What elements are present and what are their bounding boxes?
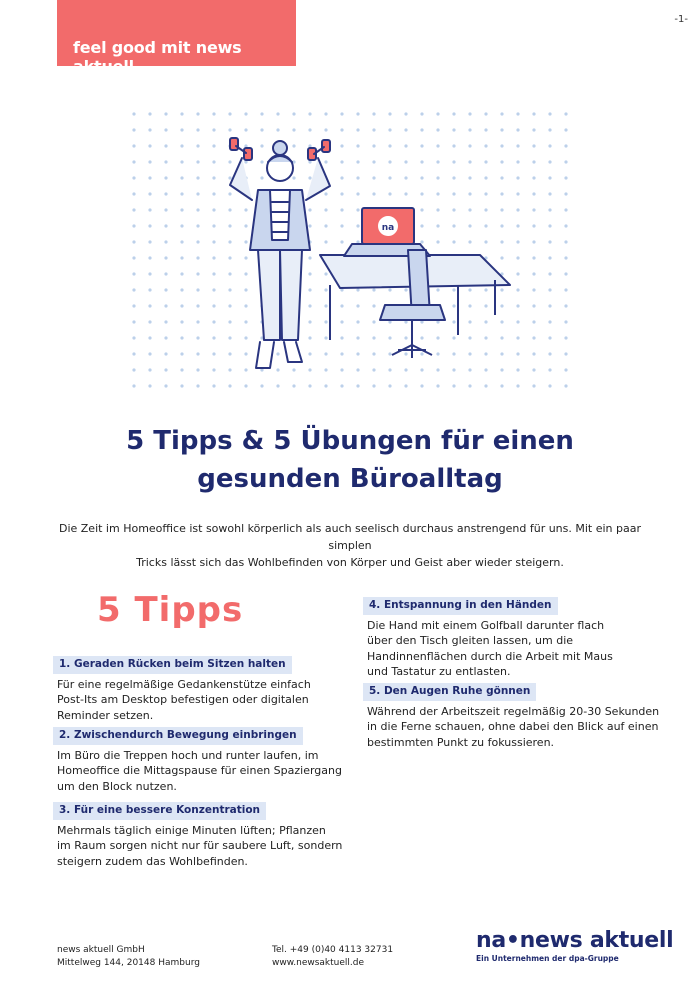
page-number: -1- — [674, 14, 688, 25]
intro-line-2: Tricks lässt sich das Wohlbefinden von Körper und Geist aber wieder steigern. — [136, 556, 564, 569]
tip-heading: 1. Geraden Rücken beim Sitzen halten — [53, 656, 292, 674]
tip-2 — [57, 727, 357, 794]
section-heading: 5 Tipps — [97, 590, 244, 630]
tip-line: Im Büro die Treppen hoch und runter laufen, im — [57, 748, 319, 762]
tip-heading: 2. Zwischendurch Bewegung einbringen — [53, 727, 303, 745]
tip-heading: 5. Den Augen Ruhe gönnen — [363, 683, 536, 701]
tip-line: Während der Arbeitszeit regelmäßig 20-30 Sekunden — [367, 704, 660, 718]
tip-line: Handinnenflächen durch die Arbeit mit Maus — [367, 649, 613, 663]
phone-number: Tel. +49 (0)40 4113 32731 — [272, 945, 394, 955]
tip-line: Homeoffice die Mittagspause für einen Spaziergang — [57, 764, 342, 777]
tip-line: Reminder setzen. — [57, 708, 154, 722]
logo-tagline: Ein Unternehmen der dpa-Gruppe — [476, 954, 619, 963]
header-banner — [57, 0, 296, 76]
tip-line: Post-Its am Desktop befestigen oder digitalen — [57, 693, 309, 706]
tip-5 — [367, 683, 677, 750]
intro-text — [40, 520, 660, 571]
tip-line: im Raum sorgen nicht nur für saubere Luft, sondern — [57, 839, 343, 852]
company-address: Mittelweg 144, 20148 Hamburg — [57, 958, 200, 968]
footer-contact — [272, 944, 393, 970]
logo-text: na•news aktuell — [476, 928, 674, 953]
title-line-1: 5 Tipps & 5 Übungen für einen — [126, 426, 574, 456]
tip-line: und Tastatur zu entlasten. — [367, 665, 511, 678]
tip-line: Für eine regelmäßige Gedankenstütze einfach — [57, 677, 311, 691]
tip-line: steigern zudem das Wohlbefinden. — [57, 854, 248, 868]
tip-line: über den Tisch gleiten lassen, um die — [367, 634, 574, 647]
office-illustration — [130, 110, 570, 400]
tip-3 — [57, 802, 357, 869]
tip-heading: 4. Entspannung in den Händen — [363, 597, 558, 615]
banner-text: feel good mit news aktuell — [73, 38, 242, 76]
tip-heading: 3. Für eine bessere Konzentration — [53, 802, 266, 820]
tip-line: Die Hand mit einem Golfball darunter flach — [367, 618, 605, 632]
tip-1 — [57, 656, 357, 723]
intro-line-1: Die Zeit im Homeoffice ist sowohl körperlich als auch seelisch durchaus anstrengend für uns. Mit ein paar simplen — [58, 522, 642, 552]
tip-line: um den Block nutzen. — [57, 779, 177, 793]
company-name: news aktuell GmbH — [57, 945, 145, 955]
tip-line: Mehrmals täglich einige Minuten lüften; Pflanzen — [57, 823, 326, 837]
laptop-logo: na — [381, 223, 395, 233]
company-logo — [476, 928, 673, 963]
page-title — [0, 422, 700, 498]
website-link[interactable]: www.newsaktuell.de — [272, 958, 365, 968]
tip-4 — [367, 597, 667, 680]
tip-line: in die Ferne schauen, ohne dabei den Blick auf einen — [367, 720, 659, 733]
footer-address — [57, 944, 200, 970]
tip-line: bestimmten Punkt zu fokussieren. — [367, 735, 555, 749]
title-line-2: gesunden Büroalltag — [197, 464, 503, 494]
